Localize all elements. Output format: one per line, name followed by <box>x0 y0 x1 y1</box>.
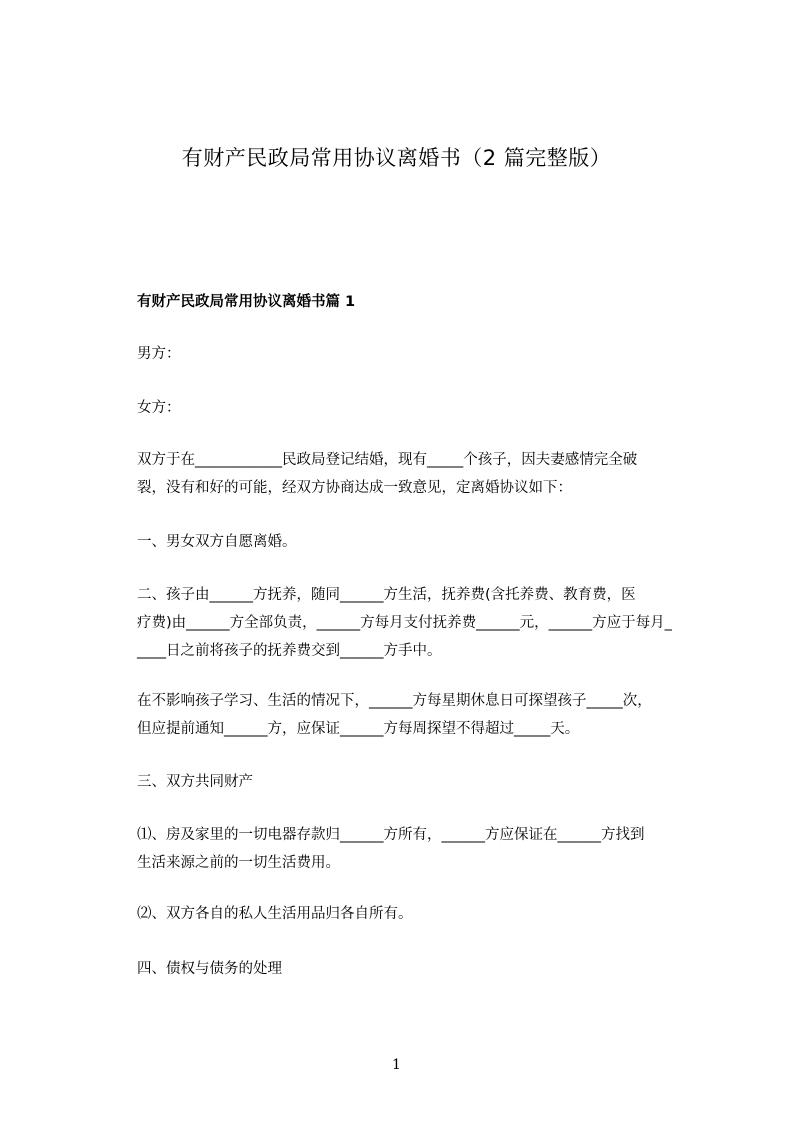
page-number: 1 <box>392 1057 401 1073</box>
paragraph-line: 在不影响孩子学习、生活的情况下，______方每星期休息日可探望孩子_____次， <box>137 693 652 709</box>
paragraph-line: 男方： <box>137 346 181 362</box>
paragraph-clause-4 <box>137 955 712 983</box>
paragraph-line: 四、债权与债务的处理 <box>137 961 282 977</box>
paragraph-line: ⑴、房及家里的一切电器存款归______方所有，______方应保证在______方找到 <box>137 827 645 843</box>
paragraph-clause-3 <box>137 768 712 796</box>
paragraph-visitation <box>137 687 712 743</box>
paragraph-property-1 <box>137 821 712 877</box>
paragraph-clause-2-custody <box>137 581 712 665</box>
paragraph-line: 疗费)由______方全部负责，______方每月支付抚养费______元，______方应于每月_ <box>137 615 672 631</box>
paragraph-line: ⑵、双方各自的私人生活用品归各自所有。 <box>137 906 413 922</box>
document-title: 有财产民政局常用协议离婚书（2 篇完整版） <box>181 146 612 170</box>
paragraph-line: 二、孩子由______方抚养，随同______方生活，抚养费(含托养费、教育费，医 <box>137 587 636 603</box>
paragraph-property-2 <box>137 900 712 928</box>
paragraph-line: 裂，没有和好的可能，经双方协商达成一致意见，定离婚协议如下： <box>137 480 572 496</box>
paragraph-line: 三、双方共同财产 <box>137 774 253 790</box>
paragraph-marriage-registration <box>137 446 712 502</box>
paragraph-line: 双方于在____________民政局登记结婚，现有_____个孩子，因夫妻感情完全破 <box>137 452 638 468</box>
paragraph-line: 女方： <box>137 400 181 416</box>
paragraph-male-party <box>137 340 712 368</box>
paragraph-line: 但应提前通知______方，应保证______方每周探望不得超过_____天。 <box>137 721 580 737</box>
paragraph-line: ____日之前将孩子的抚养费交到______方手中。 <box>137 643 442 659</box>
paragraph-line: 一、男女双方自愿离婚。 <box>137 534 297 550</box>
paragraph-line: 生活来源之前的一切生活费用。 <box>137 855 340 871</box>
paragraph-clause-1 <box>137 528 712 556</box>
paragraph-female-party <box>137 394 712 422</box>
section-title: 有财产民政局常用协议离婚书篇 1 <box>137 294 356 310</box>
